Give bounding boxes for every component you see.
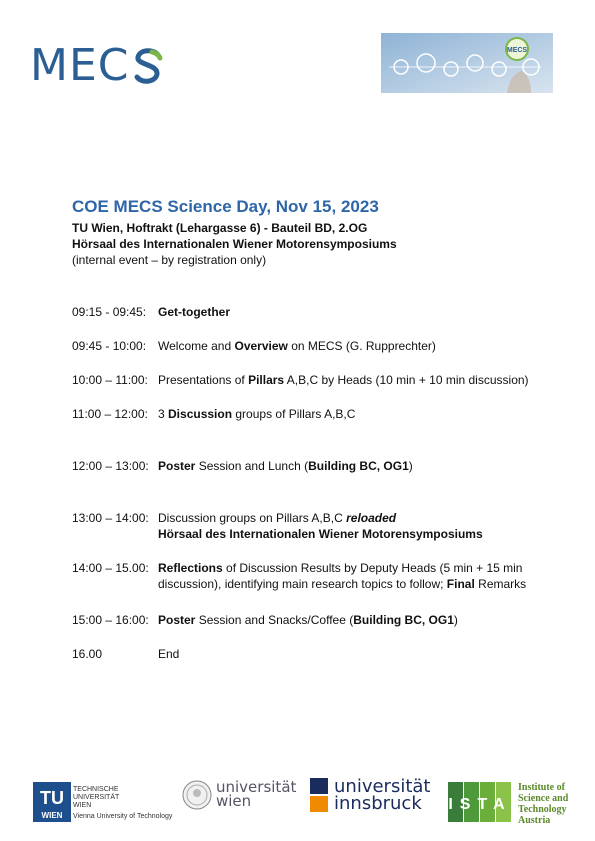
schedule-bold: Get-together xyxy=(158,305,230,319)
schedule-text: A,B,C by Heads (10 min + 10 min discussion) xyxy=(284,373,529,387)
univie-seal-icon xyxy=(182,780,212,810)
schedule-text: ) xyxy=(453,613,458,627)
schedule-desc xyxy=(158,510,562,542)
schedule-row xyxy=(72,646,562,662)
schedule-bold: Pillars xyxy=(248,373,285,387)
univie-line: wien xyxy=(216,792,252,810)
schedule-time: 11:00 – 12:00: xyxy=(72,407,148,421)
ista-name xyxy=(518,782,588,826)
schedule-row xyxy=(72,560,562,592)
schedule-row xyxy=(72,510,562,542)
tu-wien-name xyxy=(73,786,183,821)
schedule-row xyxy=(72,406,562,422)
tu-wien-logo xyxy=(33,778,173,826)
tu-line: UNIVERSITÄT xyxy=(73,794,120,801)
schedule-desc xyxy=(158,372,562,388)
schedule-desc xyxy=(158,560,562,592)
event-header xyxy=(72,197,572,268)
schedule-text: Remarks xyxy=(474,577,527,591)
univie-name xyxy=(216,780,296,808)
ista-line: Science and xyxy=(518,793,569,804)
mecs-logo xyxy=(30,40,164,92)
schedule-row xyxy=(72,338,562,354)
schedule-bold: Poster xyxy=(158,459,196,473)
event-room: Hörsaal des Internationalen Wiener Motorensymposiums xyxy=(72,237,397,251)
mecs-logo-s-icon xyxy=(132,46,164,86)
event-title: COE MECS Science Day, Nov 15, 2023 xyxy=(72,197,379,216)
schedule-desc xyxy=(158,304,562,320)
schedule-time: 10:00 – 11:00: xyxy=(72,373,148,387)
uibk-logo xyxy=(310,778,440,826)
banner-badge-text: MECS xyxy=(506,47,528,54)
event-location: TU Wien, Hoftrakt (Lehargasse 6) - Bauteil BD, 2.OG xyxy=(72,221,368,235)
schedule-text: Welcome and xyxy=(158,339,235,353)
schedule-text: Presentations of xyxy=(158,373,249,387)
schedule-text: on MECS (G. Rupprechter) xyxy=(287,339,436,353)
schedule-time: 09:15 - 09:45: xyxy=(72,305,147,319)
schedule-bold: Building BC, OG1 xyxy=(308,459,409,473)
uibk-line: innsbruck xyxy=(334,793,422,814)
ista-badge-icon xyxy=(448,778,514,824)
schedule-bold: Poster xyxy=(158,613,196,627)
univie-line: universität xyxy=(216,778,297,796)
uibk-name xyxy=(334,778,430,812)
schedule-desc xyxy=(158,406,562,422)
ista-badge-text: ISTA xyxy=(448,796,512,813)
ista-line: Institute of xyxy=(518,782,565,793)
ista-line: Austria xyxy=(518,815,551,826)
schedule-text: Session and Lunch ( xyxy=(195,459,309,473)
tu-line: TECHNISCHE xyxy=(73,786,119,793)
schedule-desc xyxy=(158,338,562,354)
schedule-bold-italic: reloaded xyxy=(346,511,397,525)
schedule-row xyxy=(72,304,562,320)
schedule-text: Session and Snacks/Coffee ( xyxy=(195,613,354,627)
schedule-text: of Discussion Results by Deputy Heads (5 min + 15 min discussion), identifying main research topics to follow; xyxy=(158,561,523,591)
uibk-line: universität xyxy=(334,776,431,797)
schedule-time: 09:45 - 10:00: xyxy=(72,339,147,353)
schedule-row xyxy=(72,372,562,388)
schedule-bold: Reflections xyxy=(158,561,223,575)
schedule-row xyxy=(72,458,562,474)
schedule-bold: Final xyxy=(446,577,475,591)
univie-logo xyxy=(182,778,302,826)
schedule-text: End xyxy=(158,647,180,661)
tu-line: WIEN xyxy=(73,802,92,809)
schedule-time: 16.00 xyxy=(72,647,103,661)
schedule-desc xyxy=(158,458,562,474)
schedule-text: groups of Pillars A,B,C xyxy=(232,407,356,421)
mecs-banner-image xyxy=(381,33,553,93)
schedule-time: 14:00 – 15.00: xyxy=(72,561,149,575)
schedule-text: ) xyxy=(408,459,413,473)
tu-badge-text: TU xyxy=(40,788,64,808)
schedule-desc xyxy=(158,646,562,662)
schedule-text: Discussion groups on Pillars A,B,C xyxy=(158,511,347,525)
schedule-bold: Building BC, OG1 xyxy=(353,613,454,627)
schedule-bold: Hörsaal des Internationalen Wiener Motorensymposiums xyxy=(158,527,483,541)
ista-logo xyxy=(448,778,588,826)
schedule-time: 15:00 – 16:00: xyxy=(72,613,149,627)
tu-line: Vienna University of Technology xyxy=(73,813,173,820)
schedule-time: 13:00 – 14:00: xyxy=(72,511,149,525)
event-note: (internal event – by registration only) xyxy=(72,253,267,267)
uibk-mark-icon xyxy=(310,778,328,812)
schedule-bold: Overview xyxy=(234,339,288,353)
schedule-bold: Discussion xyxy=(168,407,233,421)
schedule-desc xyxy=(158,612,562,628)
mecs-logo-text: MEC xyxy=(30,40,130,91)
tu-badge-wien: WIEN xyxy=(41,811,63,820)
schedule-row xyxy=(72,612,562,628)
schedule-time: 12:00 – 13:00: xyxy=(72,459,149,473)
schedule-text: 3 xyxy=(158,407,169,421)
ista-line: Technology xyxy=(518,804,567,815)
tu-wien-badge-icon xyxy=(33,782,71,822)
